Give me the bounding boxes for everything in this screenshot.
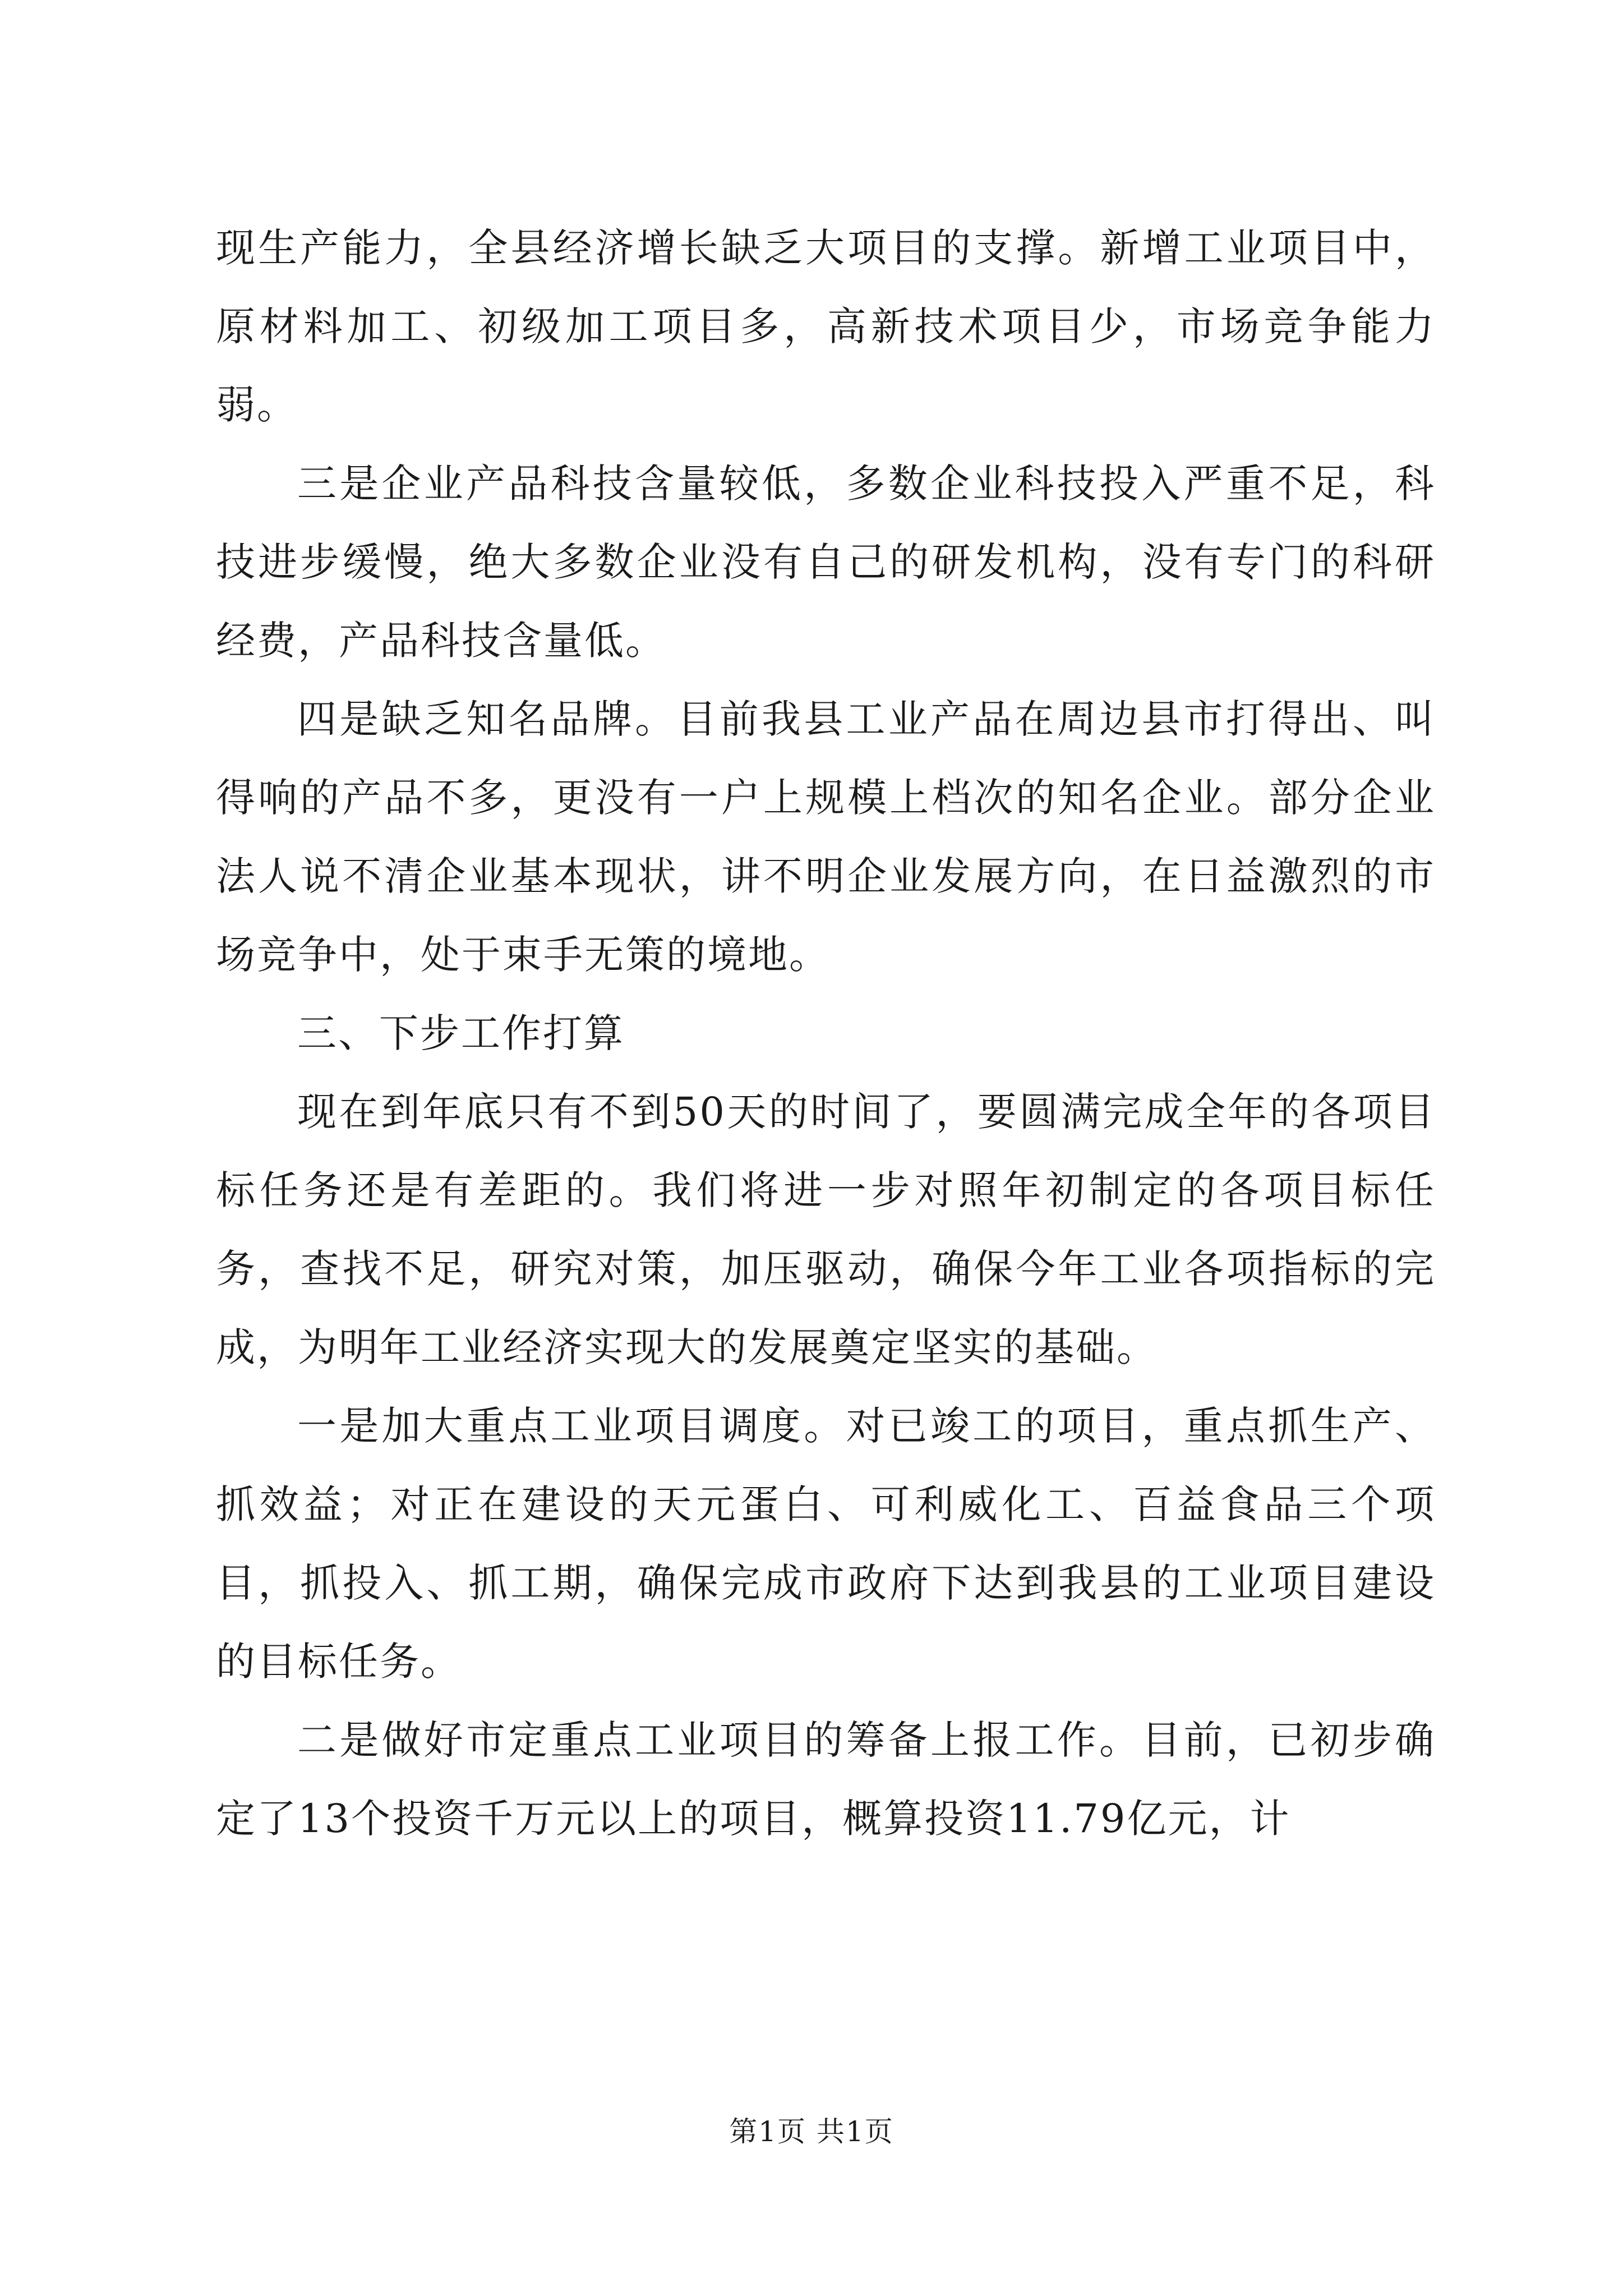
paragraph-3: 四是缺乏知名品牌。目前我县工业产品在周边县市打得出、叫得响的产品不多，更没有一户上规模上档次的知名企业。部分企业法人说不清企业基本现状，讲不明企业发展方向，在日益激烈的市场竞争中，处于束手无策的境地。: [216, 696, 1436, 978]
paragraph-6: 二是做好市定重点工业项目的筹备上报工作。目前，已初步确定了13个投资千万元以上的项目，概算投资11.79亿元，计: [216, 1717, 1436, 1842]
paragraph-2: 三是企业产品科技含量较低，多数企业科技投入严重不足，科技进步缓慢，绝大多数企业没有自己的研发机构，没有专门的科研经费，产品科技含量低。: [216, 461, 1436, 664]
section-heading: 三、下步工作打算: [297, 1010, 625, 1056]
paragraph-1: 现生产能力，全县经济增长缺乏大项目的支撑。新增工业项目中，原材料加工、初级加工项目多，高新技术项目少，市场竞争能力弱。: [216, 225, 1436, 428]
paragraph-4: 现在到年底只有不到50天的时间了，要圆满完成全年的各项目标任务还是有差距的。我们将进一步对照年初制定的各项目标任务，查找不足，研究对策，加压驱动，确保今年工业各项指标的完成，为明年工业经济实现大的发展奠定坚实的基础。: [216, 1089, 1436, 1370]
document-body: [216, 209, 1436, 1858]
paragraph-5: 一是加大重点工业项目调度。对已竣工的项目，重点抓生产、抓效益；对正在建设的天元蛋白、可利威化工、百益食品三个项目，抓投入、抓工期，确保完成市政府下达到我县的工业项目建设的目标任务。: [216, 1403, 1436, 1685]
page-footer: 第1页 共1页: [729, 2115, 894, 2148]
